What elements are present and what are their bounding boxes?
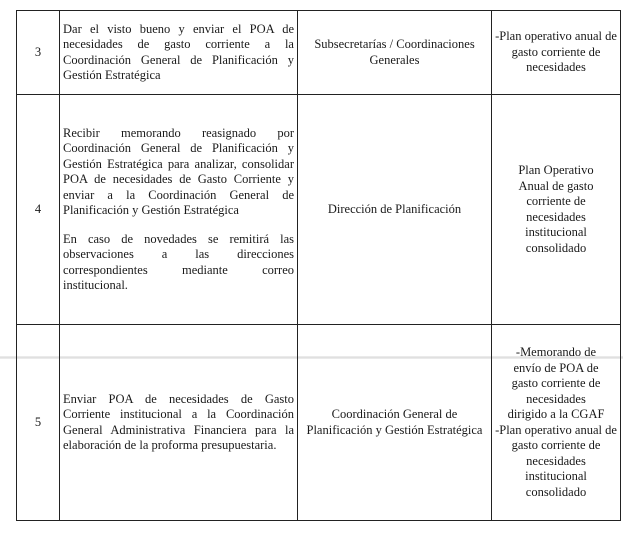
output-item: Plan Operativo Anual de gasto corriente de necesidades institucional consolidado <box>518 163 594 255</box>
responsible-label: Coordinación General de Planificación y Gestión Estratégica <box>306 407 483 437</box>
output-item: -Plan operativo anual de gasto corriente de necesidades institucional consolidado <box>495 422 617 499</box>
responsible-unit <box>298 95 492 325</box>
output-item: -Memorando de envío de POA de gasto corriente de necesidades dirigido a la CGAF <box>507 345 605 421</box>
output-cell <box>492 325 621 521</box>
output-cell <box>492 11 621 95</box>
table-row <box>17 325 621 521</box>
step-number: 4 <box>17 95 60 325</box>
activity-description <box>60 325 298 521</box>
responsible-unit <box>298 325 492 521</box>
activity-description <box>60 11 298 95</box>
responsible-label: Dirección de Planificación <box>327 201 462 216</box>
responsible-unit <box>298 11 492 95</box>
output-item: -Plan operativo anual de gasto corriente de necesidades <box>495 29 617 75</box>
activity-paragraph: Recibir memorando reasignado por Coordinación General de Planificación y Gestión Estratégica para analizar, consolidar POA de necesidades de Gasto Corriente y enviar a la Coordinación General de Planificación y Gestión Estratégica <box>63 125 294 217</box>
output-cell <box>492 95 621 325</box>
process-table <box>16 10 621 521</box>
activity-paragraph: Enviar POA de necesidades de Gasto Corriente institucional a la Coordinación General Administrativa Financiera para la elaboración de la proforma presupuestaria. <box>63 391 294 452</box>
activity-paragraph: En caso de novedades se remitirá las observaciones a las direcciones correspondientes mediante correo institucional. <box>63 231 294 292</box>
step-number: 5 <box>17 325 60 521</box>
table-row <box>17 11 621 95</box>
step-number: 3 <box>17 11 60 95</box>
responsible-label: Subsecretarías / Coordinaciones Generales <box>314 37 475 67</box>
activity-paragraph: Dar el visto bueno y enviar el POA de necesidades de gasto corriente a la Coordinación General de Planificación y Gestión Estratégica <box>63 21 294 82</box>
table-row <box>17 95 621 325</box>
activity-description <box>60 95 298 325</box>
